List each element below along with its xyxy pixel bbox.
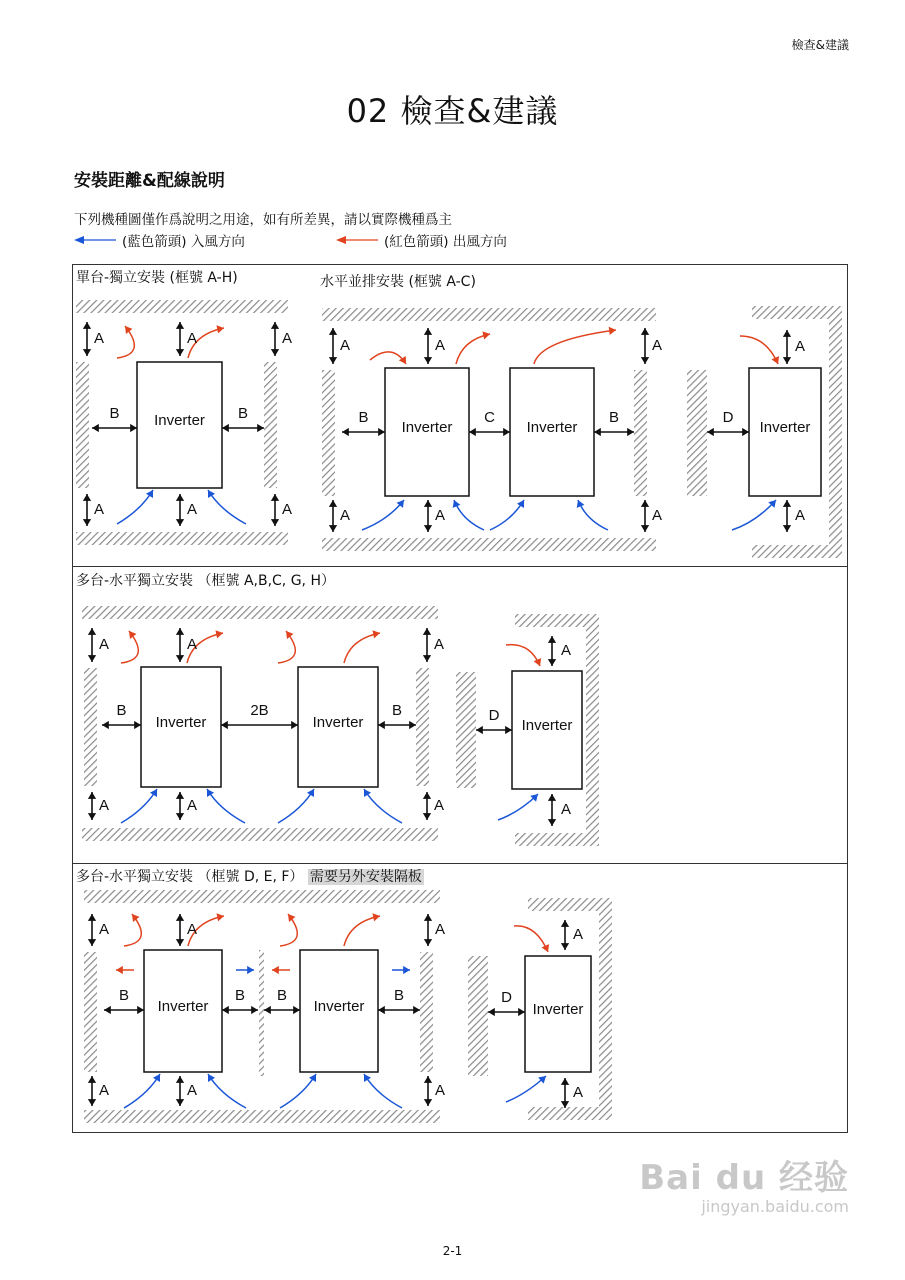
wall bbox=[420, 952, 433, 1072]
arrowhead bbox=[146, 490, 153, 498]
arrowhead bbox=[329, 328, 337, 335]
arrowhead bbox=[641, 525, 649, 532]
inflow-arrow bbox=[121, 789, 157, 823]
arrowhead bbox=[208, 1074, 215, 1082]
wall bbox=[456, 672, 476, 788]
arrowhead bbox=[783, 330, 791, 337]
dimension-label: B bbox=[608, 408, 620, 426]
arrowhead bbox=[469, 428, 476, 436]
arrowhead bbox=[286, 631, 293, 639]
arrowhead bbox=[176, 914, 184, 921]
arrowhead bbox=[207, 789, 214, 797]
arrowhead bbox=[423, 813, 431, 820]
inflow-arrow bbox=[498, 794, 538, 820]
dimension-label: A bbox=[93, 500, 105, 518]
arrowhead bbox=[176, 628, 184, 635]
dimension-label: A bbox=[281, 329, 293, 347]
arrowhead bbox=[176, 519, 184, 526]
wall bbox=[322, 370, 335, 496]
arrowhead bbox=[291, 721, 298, 729]
inverter-label: Inverter bbox=[521, 716, 573, 734]
arrowhead bbox=[307, 789, 314, 797]
wall bbox=[84, 952, 97, 1072]
arrowhead bbox=[271, 322, 279, 329]
panel-3-label-text: 多台-水平獨立安裝 （框號 D, E, F） bbox=[76, 869, 304, 885]
inverter-label: Inverter bbox=[526, 418, 578, 436]
arrowhead bbox=[518, 1008, 525, 1016]
arrowhead bbox=[271, 494, 279, 501]
arrowhead bbox=[372, 913, 380, 921]
arrowhead bbox=[102, 721, 109, 729]
arrowhead bbox=[216, 913, 224, 921]
arrowhead bbox=[783, 357, 791, 364]
arrowhead bbox=[176, 939, 184, 946]
wall bbox=[84, 890, 440, 903]
inverter-label: Inverter bbox=[313, 997, 365, 1015]
dimension-label: B bbox=[109, 404, 120, 422]
arrowhead bbox=[372, 630, 380, 638]
wall bbox=[82, 828, 438, 841]
arrowhead bbox=[132, 914, 139, 922]
arrowhead bbox=[423, 628, 431, 635]
arrowhead bbox=[221, 721, 228, 729]
arrowhead bbox=[272, 966, 279, 974]
inflow-arrow bbox=[124, 1074, 160, 1108]
inverter-label: Inverter bbox=[157, 997, 209, 1015]
arrowhead bbox=[548, 819, 556, 826]
arrowhead bbox=[176, 655, 184, 662]
arrowhead bbox=[176, 813, 184, 820]
arrowhead bbox=[413, 1006, 420, 1014]
arrowhead bbox=[216, 325, 224, 333]
watermark bbox=[639, 1150, 849, 1216]
arrowhead bbox=[150, 789, 157, 797]
inflow-arrow bbox=[364, 1074, 402, 1108]
arrowhead bbox=[88, 1099, 96, 1106]
dimension-label: A bbox=[186, 329, 198, 347]
panel-1b-label: 水平並排安裝 (框號 A-C) bbox=[320, 274, 476, 290]
wall bbox=[634, 370, 647, 496]
arrowhead bbox=[83, 494, 91, 501]
arrowhead bbox=[594, 428, 601, 436]
dimension-label: A bbox=[98, 796, 110, 814]
wall bbox=[76, 300, 288, 313]
inflow-arrow bbox=[207, 789, 245, 823]
legend-inflow-label: (藍色箭頭) 入風方向 bbox=[122, 234, 245, 250]
inflow-arrow bbox=[208, 1074, 246, 1108]
arrowhead bbox=[641, 500, 649, 507]
dimension-label: A bbox=[572, 925, 584, 943]
arrowhead bbox=[424, 1099, 432, 1106]
dimension-label: A bbox=[339, 506, 351, 524]
arrowhead bbox=[517, 500, 524, 508]
dimension-label: A bbox=[98, 635, 110, 653]
page-title: 02 檢查&建議 bbox=[346, 92, 559, 130]
arrowhead bbox=[742, 428, 749, 436]
dimension-label: D bbox=[722, 408, 734, 426]
wall bbox=[687, 370, 707, 496]
arrowhead bbox=[130, 424, 137, 432]
dimension-label: A bbox=[434, 920, 446, 938]
header-section-name: 檢查&建議 bbox=[791, 38, 849, 52]
arrowhead bbox=[409, 721, 416, 729]
dimension-label: A bbox=[572, 1083, 584, 1101]
arrowhead bbox=[288, 914, 295, 922]
legend-outflow-label: (紅色箭頭) 出風方向 bbox=[384, 234, 507, 250]
page-number: 2-1 bbox=[442, 1244, 463, 1258]
arrowhead bbox=[424, 1076, 432, 1083]
arrowhead bbox=[88, 628, 96, 635]
arrowhead bbox=[137, 1006, 144, 1014]
arrowhead bbox=[783, 500, 791, 507]
arrowhead bbox=[707, 428, 714, 436]
arrowhead bbox=[83, 519, 91, 526]
arrowhead bbox=[342, 428, 349, 436]
arrowhead bbox=[482, 331, 490, 339]
arrowhead bbox=[116, 966, 123, 974]
arrowhead bbox=[271, 349, 279, 356]
arrowhead bbox=[561, 943, 569, 950]
arrowhead bbox=[378, 721, 385, 729]
panel-1-label: 單台-獨立安裝 (框號 A-H) bbox=[76, 270, 238, 286]
arrowhead bbox=[293, 1006, 300, 1014]
dimension-label: A bbox=[794, 506, 806, 524]
arrowhead bbox=[423, 655, 431, 662]
arrowhead bbox=[129, 631, 136, 639]
arrowhead bbox=[222, 1006, 229, 1014]
arrowhead bbox=[476, 726, 483, 734]
arrowhead bbox=[505, 726, 512, 734]
section-title: 安裝距離&配線說明 bbox=[74, 171, 225, 191]
arrowhead bbox=[208, 490, 215, 498]
wall bbox=[264, 362, 277, 488]
arrowhead bbox=[309, 1074, 316, 1082]
dimension-label: A bbox=[98, 1081, 110, 1099]
arrowhead bbox=[424, 328, 432, 335]
wall bbox=[586, 614, 599, 846]
dimension-label: A bbox=[651, 506, 663, 524]
inflow-arrow bbox=[280, 1074, 316, 1108]
dimension-label: A bbox=[186, 1081, 198, 1099]
watermark-url: jingyan.baidu.com bbox=[701, 1197, 849, 1216]
inflow-arrow bbox=[208, 490, 246, 524]
dimension-label: B bbox=[237, 404, 249, 422]
wall bbox=[829, 306, 842, 558]
arrowhead bbox=[176, 1076, 184, 1083]
dimension-label: B bbox=[116, 701, 127, 719]
dimension-label: A bbox=[281, 500, 293, 518]
dimension-label: B bbox=[393, 986, 405, 1004]
arrowhead bbox=[378, 1006, 385, 1014]
arrowhead bbox=[329, 500, 337, 507]
arrowhead bbox=[641, 328, 649, 335]
arrowhead bbox=[176, 792, 184, 799]
arrowhead bbox=[88, 813, 96, 820]
dimension-label: A bbox=[433, 635, 445, 653]
arrowhead bbox=[153, 1074, 160, 1082]
arrowhead bbox=[424, 939, 432, 946]
arrowhead bbox=[423, 792, 431, 799]
inflow-arrow bbox=[732, 500, 776, 530]
inflow-arrow bbox=[278, 789, 314, 823]
dimension-label: A bbox=[434, 336, 446, 354]
dimension-label: A bbox=[186, 920, 198, 938]
inflow-arrow bbox=[364, 789, 402, 823]
dimension-label: B bbox=[358, 408, 369, 426]
arrowhead bbox=[329, 357, 337, 364]
intro-text: 下列機種圖僅作爲說明之用途，如有所差異，請以實際機種爲主 bbox=[74, 212, 452, 228]
arrowhead bbox=[783, 525, 791, 532]
arrowhead bbox=[251, 1006, 258, 1014]
arrowhead bbox=[378, 428, 385, 436]
arrowhead bbox=[561, 1078, 569, 1085]
dimension-label: A bbox=[98, 920, 110, 938]
arrowhead bbox=[104, 1006, 111, 1014]
arrowhead bbox=[88, 939, 96, 946]
dimension-label: A bbox=[434, 1081, 446, 1099]
arrowhead bbox=[403, 966, 410, 974]
arrowhead bbox=[503, 428, 510, 436]
wall bbox=[82, 606, 438, 619]
arrowhead bbox=[641, 357, 649, 364]
inflow-arrow bbox=[506, 1076, 546, 1102]
dimension-label: B bbox=[234, 986, 246, 1004]
inverter-label: Inverter bbox=[155, 713, 207, 731]
arrowhead bbox=[88, 792, 96, 799]
dimension-label: A bbox=[186, 796, 198, 814]
dimension-label: A bbox=[186, 500, 198, 518]
dimension-label: B bbox=[276, 986, 288, 1004]
arrowhead bbox=[548, 659, 556, 666]
arrowhead bbox=[561, 920, 569, 927]
dimension-label: A bbox=[560, 800, 572, 818]
watermark-logo: Bai du 经验 bbox=[639, 1158, 849, 1198]
arrowhead bbox=[548, 794, 556, 801]
arrowhead bbox=[92, 424, 99, 432]
wall bbox=[322, 538, 656, 551]
arrowhead bbox=[222, 424, 229, 432]
inverter-label: Inverter bbox=[759, 418, 811, 436]
dimension-label: B bbox=[391, 701, 403, 719]
arrowhead bbox=[561, 1101, 569, 1108]
arrowhead bbox=[257, 424, 264, 432]
arrowhead bbox=[424, 357, 432, 364]
arrowhead bbox=[125, 326, 132, 334]
dimension-label: A bbox=[339, 336, 351, 354]
wall bbox=[84, 1110, 440, 1123]
outflow-arrow bbox=[370, 352, 406, 364]
dimension-label: A bbox=[186, 635, 198, 653]
arrowhead bbox=[264, 1006, 271, 1014]
wall bbox=[416, 668, 429, 786]
inverter-label: Inverter bbox=[312, 713, 364, 731]
arrowhead bbox=[488, 1008, 495, 1016]
wall bbox=[599, 898, 612, 1120]
dimension-label: C bbox=[484, 408, 495, 426]
inflow-arrow bbox=[362, 500, 404, 530]
dimension-label: D bbox=[488, 706, 500, 724]
arrowhead bbox=[424, 525, 432, 532]
wall bbox=[752, 545, 842, 558]
arrowhead bbox=[134, 721, 141, 729]
inflow-arrow bbox=[117, 490, 153, 524]
dimension-label: A bbox=[560, 641, 572, 659]
arrowhead bbox=[627, 428, 634, 436]
wall bbox=[259, 950, 264, 1076]
dimension-label: A bbox=[93, 329, 105, 347]
wall bbox=[84, 668, 97, 786]
panel-3-note: 需要另外安裝隔板 bbox=[309, 869, 422, 885]
wall bbox=[76, 532, 288, 545]
arrowhead bbox=[176, 494, 184, 501]
arrowhead bbox=[247, 966, 254, 974]
arrowhead bbox=[176, 1099, 184, 1106]
dimension-label: A bbox=[651, 336, 663, 354]
wall bbox=[515, 833, 599, 846]
dimension-label: 2B bbox=[250, 701, 269, 719]
outflow-arrow bbox=[506, 645, 540, 666]
arrowhead bbox=[83, 322, 91, 329]
arrowhead bbox=[364, 789, 371, 797]
arrowhead bbox=[329, 525, 337, 532]
dimension-label: A bbox=[433, 796, 445, 814]
dimension-label: B bbox=[118, 986, 130, 1004]
arrowhead bbox=[215, 630, 223, 638]
arrowhead bbox=[83, 349, 91, 356]
dimension-label: A bbox=[794, 337, 806, 355]
dimension-label: D bbox=[501, 988, 512, 1006]
wall bbox=[752, 306, 842, 319]
wall bbox=[322, 308, 656, 321]
inverter-label: Inverter bbox=[401, 418, 453, 436]
dimension-label: A bbox=[434, 506, 446, 524]
arrowhead bbox=[424, 914, 432, 921]
arrowhead bbox=[424, 500, 432, 507]
arrowhead bbox=[88, 1076, 96, 1083]
arrowhead bbox=[548, 636, 556, 643]
arrowhead bbox=[88, 914, 96, 921]
inverter-label: Inverter bbox=[154, 411, 205, 429]
arrowhead bbox=[88, 655, 96, 662]
inverter-label: Inverter bbox=[532, 1000, 584, 1018]
arrowhead bbox=[271, 519, 279, 526]
arrowhead bbox=[176, 349, 184, 356]
outflow-arrow bbox=[534, 330, 616, 364]
panel-2-label: 多台-水平獨立安裝 （框號 A,B,C, G, H） bbox=[76, 573, 335, 589]
arrowhead bbox=[176, 322, 184, 329]
arrowhead bbox=[364, 1074, 371, 1082]
wall bbox=[468, 956, 488, 1076]
wall bbox=[528, 1107, 612, 1120]
wall bbox=[76, 362, 89, 488]
